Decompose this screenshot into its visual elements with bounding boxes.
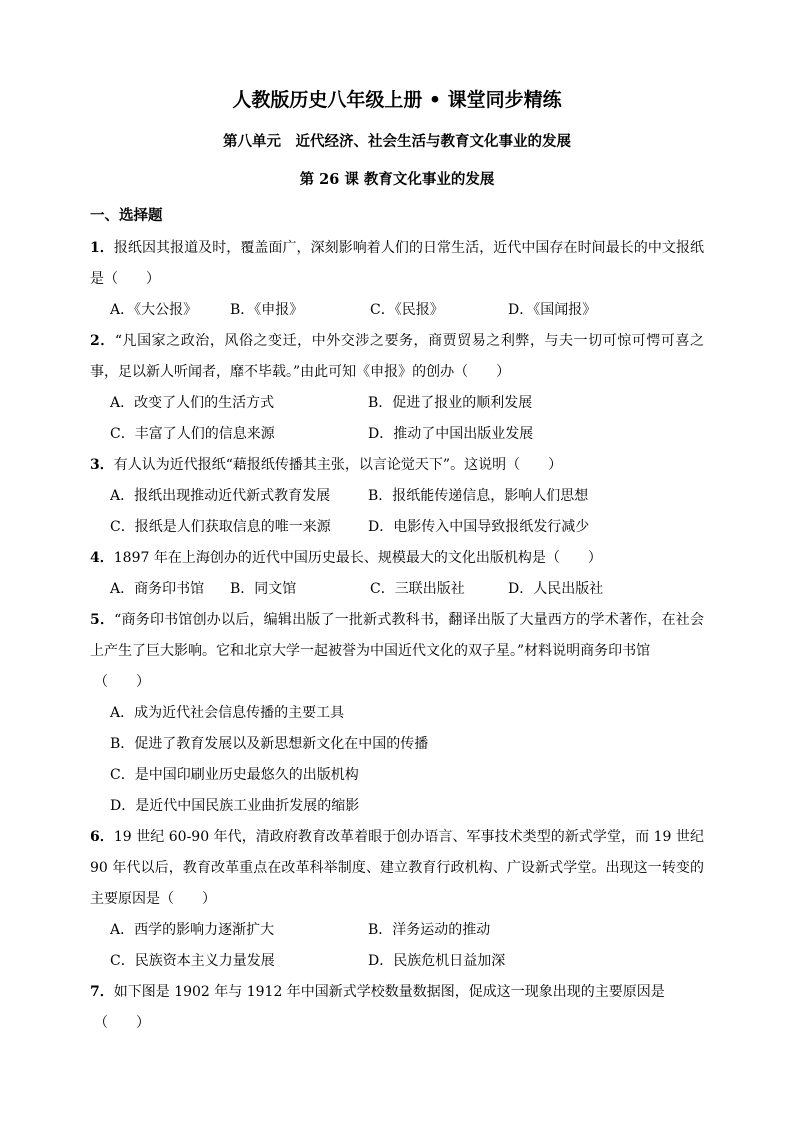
question-5 (90, 605, 704, 822)
question-number: 5． (90, 612, 115, 628)
option-b[interactable]: B．同文馆 (230, 581, 297, 597)
option-a[interactable]: A．西学的影响力逐渐扩大 (110, 922, 275, 938)
options (110, 388, 704, 450)
question-number: 6． (90, 829, 114, 845)
question-stem (90, 233, 704, 295)
option-b[interactable]: B．报纸能传递信息，影响人们思想 (368, 488, 589, 504)
option-a[interactable]: A．成为近代社会信息传播的主要工具 (110, 705, 345, 721)
question-number: 1． (90, 240, 114, 256)
question-text: “凡国家之政治，风俗之变迁，中外交涉之要务，商贾贸易之利弊，与夫一切可惊可愕可喜之事，足以新人听闻者，靡不毕载。”由此可知《申报》的创办（ ） (90, 333, 704, 380)
option-d[interactable]: D．《国闻报》 (508, 302, 597, 318)
question-text: 1897 年在上海创办的近代中国历史最长、规模最大的文化出版机构是（ ） (113, 550, 602, 566)
option-c[interactable]: C．三联出版社 (370, 581, 465, 597)
option-a[interactable]: A．商务印书馆 (110, 581, 205, 597)
lesson-heading: 第 26 课 教育文化事业的发展 (299, 171, 495, 188)
question-1 (90, 233, 704, 326)
question-stem (90, 543, 704, 574)
question-7 (90, 977, 704, 1039)
option-c[interactable]: C．报纸是人们获取信息的唯一来源 (110, 519, 331, 535)
question-number: 7． (90, 984, 114, 1000)
options (110, 574, 704, 605)
option-b[interactable]: B．促进了教育发展以及新思想新文化在中国的传播 (110, 736, 429, 752)
option-a[interactable]: A．改变了人们的生活方式 (110, 395, 275, 411)
options (110, 481, 704, 543)
option-b[interactable]: B．洋务运动的推动 (368, 922, 491, 938)
question-text: 19 世纪 60-90 年代，清政府教育改革着眼于创办语言、军事技术类型的新式学堂，而 19 世纪 90 年代以后，教育改革重点在改革科举制度、建立教育行政机构、广设新式学堂。出现这一转变的主要原因是（ ） (90, 829, 704, 907)
answer-blank: （ ） (94, 674, 150, 690)
options (110, 915, 704, 977)
question-text: 如下图是 1902 年与 1912 年中国新式学校数量数据图，促成这一现象出现的主要原因是 (113, 984, 665, 1000)
question-text: 报纸因其报道及时，覆盖面广，深刻影响着人们的日常生活，近代中国存在时间最长的中文报纸是（ ） (90, 240, 705, 287)
question-2 (90, 326, 704, 450)
option-d[interactable]: D．是近代中国民族工业曲折发展的缩影 (110, 798, 360, 814)
question-4 (90, 543, 704, 605)
question-3 (90, 450, 704, 543)
options (110, 295, 704, 326)
question-text: 有人认为近代报纸“藉报纸传播其主张，以言论觉天下”。这说明（ ） (113, 457, 563, 473)
question-text: “商务印书馆创办以后，编辑出版了一批新式教科书，翻译出版了大量西方的学术著作，在社会上产生了巨大影响。它和北京大学一起被誉为中国近代文化的双子星。”材料说明商务印书馆 (90, 612, 704, 659)
option-b[interactable]: B．促进了报业的顺利发展 (368, 395, 533, 411)
option-c[interactable]: C．是中国印刷业历史最悠久的出版机构 (110, 767, 359, 783)
answer-blank: （ ） (94, 1015, 150, 1031)
question-number: 3． (90, 457, 114, 473)
option-d[interactable]: D．民族危机日益加深 (368, 953, 506, 969)
option-d[interactable]: D．人民出版社 (508, 581, 604, 597)
option-c[interactable]: C．《民报》 (370, 302, 444, 318)
option-a[interactable]: A．《大公报》 (110, 302, 198, 318)
section-heading: 一、选择题 (90, 207, 163, 224)
document-title: 人教版历史八年级上册 • 课堂同步精练 (232, 89, 562, 111)
option-d[interactable]: D．电影传入中国导致报纸发行减少 (368, 519, 590, 535)
option-a[interactable]: A．报纸出现推动近代新式教育发展 (110, 488, 331, 504)
question-stem (90, 450, 704, 481)
option-d[interactable]: D．推动了中国出版业发展 (368, 426, 534, 442)
unit-heading: 第八单元 近代经济、社会生活与教育文化事业的发展 (223, 133, 571, 150)
question-stem (90, 326, 704, 388)
option-c[interactable]: C．丰富了人们的信息来源 (110, 426, 275, 442)
option-c[interactable]: C．民族资本主义力量发展 (110, 953, 275, 969)
option-b[interactable]: B．《申报》 (230, 302, 304, 318)
question-stem (90, 822, 704, 915)
options (110, 698, 704, 822)
question-number: 4． (90, 550, 114, 566)
question-stem (90, 977, 704, 1039)
question-stem (90, 605, 704, 698)
question-number: 2． (90, 333, 115, 349)
question-6 (90, 822, 704, 977)
